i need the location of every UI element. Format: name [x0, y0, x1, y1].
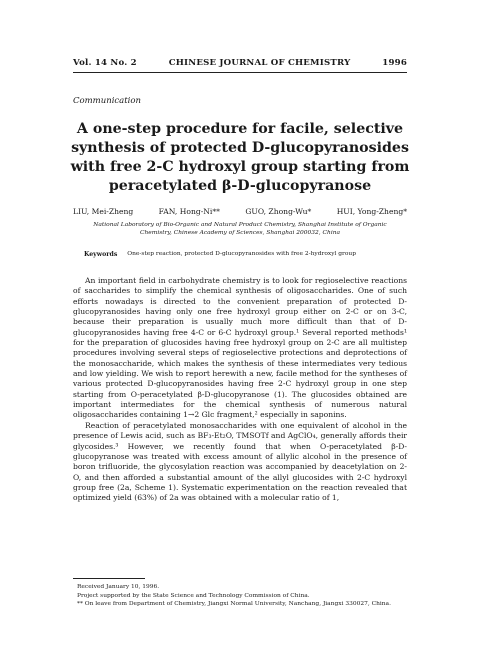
footnotes	[73, 583, 407, 609]
keywords	[84, 251, 407, 258]
author-name: FAN, Hong-Ni**	[158, 207, 220, 216]
keywords-text: One-step reaction, protected D-glucopyranosides with free 2-hydroxyl group	[127, 251, 356, 257]
body-paragraph-1: An important field in carbohydrate chemistry is to look for regioselective reactions of saccharides to simplify the chemical synthesis of oligosaccharides. One of such efforts nowadays is directed to the convenient preparation of protected D-glucopyranosides having only one free hydroxyl group either on 2-C or on 3-C, because their preparation is usually much more difficult than that of D-glucopyranosides having free 4-C or 6-C hydroxyl group.¹ Several reported methods¹ for the preparation of glucosides having free hydroxyl group on 2-C are all multistep procedures involving several steps of regioselective protections and deprotections of the monosaccharide, which makes the synthesis of these intermediates very tedious and low yielding. We wish to report herewith a new, facile method for the syntheses of various protected D-glucopyranosides having free 2-C hydroxyl group in one step starting from O-peracetylated β-D-glucopyranose (1). The glucosides obtained are important intermediates for the chemical synthesis of numerous natural oligosaccharides containing 1→2 Glc fragment,² especially in saponins.	[73, 276, 407, 420]
footnote-project: Project supported by the State Science and Technology Commission of China.	[77, 592, 310, 599]
title-line-4: peracetylated β-D-glucopyranose	[108, 178, 372, 194]
article-body	[73, 276, 407, 504]
body-paragraph-2: Reaction of peracetylated monosaccharides with one equivalent of alcohol in the presence of Lewis acid, such as BF₃-Et₂O, TMSOTf and AgClO₄, generally affords their glycosides.³ However, we recently found that when O-peracetylated β-D-glucopyranose was treated with excess amount of allylic alcohol in the presence of boron trifluoride, the glycosylation reaction was accompanied by deacetylation on 2-O, and then afforded a substantial amount of the allyl glucosides with 2-C hydroxyl group free (2a, Scheme 1). Systematic experimentation on the reaction revealed that optimized yield (63%) of 2a was obtained with a molecular ratio of 1,	[73, 420, 407, 503]
author-list	[73, 207, 407, 216]
affiliation-line-2: Chemistry, Chinese Academy of Sciences, Shanghai 200032, China	[139, 230, 341, 236]
title-line-3: with free 2-C hydroxyl group starting from	[70, 159, 410, 175]
footnote-leave: ** On leave from Department of Chemistry, Jiangxi Normal University, Nanchang, Jiangxi 330027, China.	[77, 601, 391, 607]
title-line-2: synthesis of protected D-glucopyranosides	[71, 140, 409, 156]
author-name: LIU, Mei-Zheng	[73, 207, 134, 216]
affiliation	[73, 221, 407, 237]
author-name: GUO, Zhong-Wu*	[245, 207, 312, 216]
title-line-1: A one-step procedure for facile, selective	[76, 121, 404, 137]
article-title	[60, 120, 420, 196]
journal-name: CHINESE JOURNAL OF CHEMISTRY	[168, 58, 351, 68]
header-rule	[73, 72, 407, 73]
footnote-rule	[73, 578, 145, 579]
affiliation-line-1: National Laboratory of Bio-Organic and Natural Product Chemistry, Shanghai Institute of Organic	[93, 222, 387, 228]
footnote-received: Received January 10, 1996.	[77, 584, 160, 590]
running-header	[73, 58, 407, 68]
volume-issue: Vol. 14 No. 2	[73, 58, 137, 68]
author-name: HUI, Yong-Zheng*	[336, 207, 407, 216]
keywords-label: Keywords	[84, 251, 118, 258]
publication-year: 1996	[382, 58, 407, 68]
section-label: Communication	[73, 96, 141, 106]
